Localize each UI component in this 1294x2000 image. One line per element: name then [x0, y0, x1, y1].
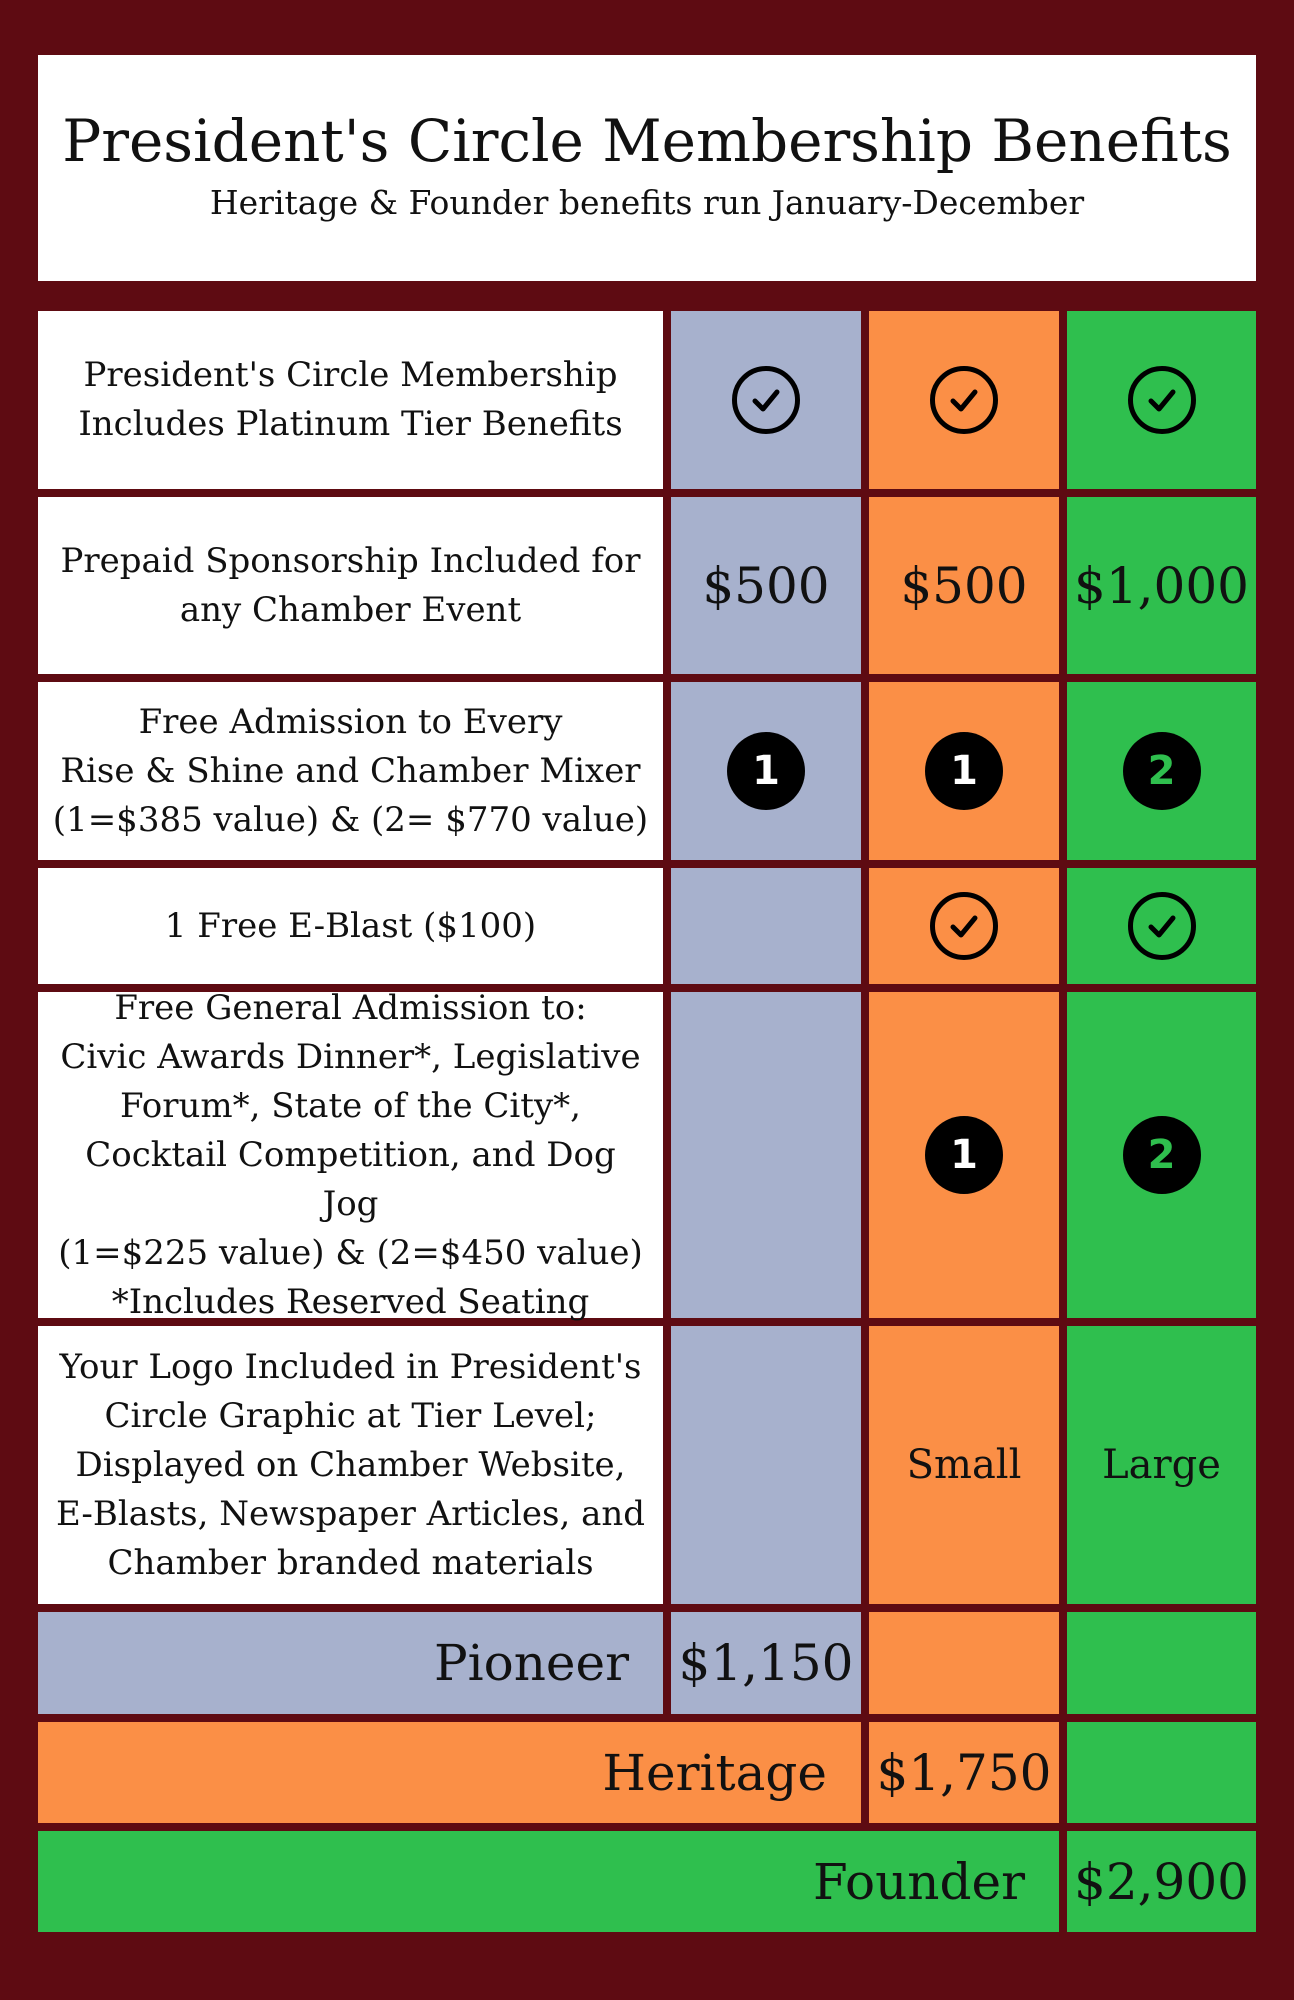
founder-admission-cell — [1067, 992, 1256, 1318]
page-title: President's Circle Membership Benefits — [62, 106, 1232, 175]
count-badge: 1 — [925, 1116, 1003, 1194]
founder-platinum-cell — [1067, 311, 1256, 489]
tier-name-founder: Founder — [38, 1831, 1059, 1932]
founder-sponsorship-value: $1,000 — [1067, 497, 1256, 674]
check-icon — [732, 366, 800, 434]
founder-eblast-cell — [1067, 868, 1256, 984]
benefit-label-mixer: Free Admission to Every Rise & Shine and Chamber Mixer (1=$385 value) & (2= $770 value) — [38, 682, 663, 860]
heritage-platinum-cell — [869, 311, 1059, 489]
tier-name-pioneer: Pioneer — [38, 1612, 663, 1714]
heritage-founder-empty — [1067, 1722, 1256, 1823]
pioneer-mixer-cell — [671, 682, 861, 860]
heritage-eblast-cell — [869, 868, 1059, 984]
heritage-mixer-cell — [869, 682, 1059, 860]
heritage-admission-cell — [869, 992, 1059, 1318]
header-banner — [38, 55, 1256, 281]
benefit-label-platinum: President's Circle Membership Includes Platinum Tier Benefits — [38, 311, 663, 489]
benefit-label-sponsorship: Prepaid Sponsorship Included for any Chamber Event — [38, 497, 663, 674]
page-subtitle: Heritage & Founder benefits run January-December — [209, 183, 1085, 223]
pioneer-admission-cell — [671, 992, 861, 1318]
tier-price-pioneer: $1,150 — [671, 1612, 861, 1714]
count-badge: 2 — [1123, 732, 1201, 810]
tier-price-heritage: $1,750 — [869, 1722, 1059, 1823]
count-badge: 1 — [925, 732, 1003, 810]
check-icon — [1128, 892, 1196, 960]
check-icon — [1128, 366, 1196, 434]
tier-name-heritage: Heritage — [38, 1722, 861, 1823]
tier-price-founder: $2,900 — [1067, 1831, 1256, 1932]
pioneer-eblast-cell — [671, 868, 861, 984]
founder-logo-value: Large — [1067, 1326, 1256, 1604]
check-icon — [930, 892, 998, 960]
count-badge: 2 — [1123, 1116, 1201, 1194]
benefit-label-eblast: 1 Free E-Blast ($100) — [38, 868, 663, 984]
heritage-sponsorship-value: $500 — [869, 497, 1059, 674]
count-badge: 1 — [727, 732, 805, 810]
pioneer-heritage-empty — [869, 1612, 1059, 1714]
benefit-label-logo: Your Logo Included in President's Circle Graphic at Tier Level; Displayed on Chamber Website, E-Blasts, Newspaper Articles, and Chamber branded materials — [38, 1326, 663, 1604]
pioneer-founder-empty — [1067, 1612, 1256, 1714]
founder-mixer-cell — [1067, 682, 1256, 860]
pioneer-platinum-cell — [671, 311, 861, 489]
heritage-logo-value: Small — [869, 1326, 1059, 1604]
check-icon — [930, 366, 998, 434]
benefit-label-general-admission: Free General Admission to: Civic Awards Dinner*, Legislative Forum*, State of the City*, Cocktail Competition, and Dog Jog (1=$225 value) & (2=$450 value) *Includes Reserved Seating — [38, 992, 663, 1318]
pioneer-logo-cell — [671, 1326, 861, 1604]
pioneer-sponsorship-value: $500 — [671, 497, 861, 674]
